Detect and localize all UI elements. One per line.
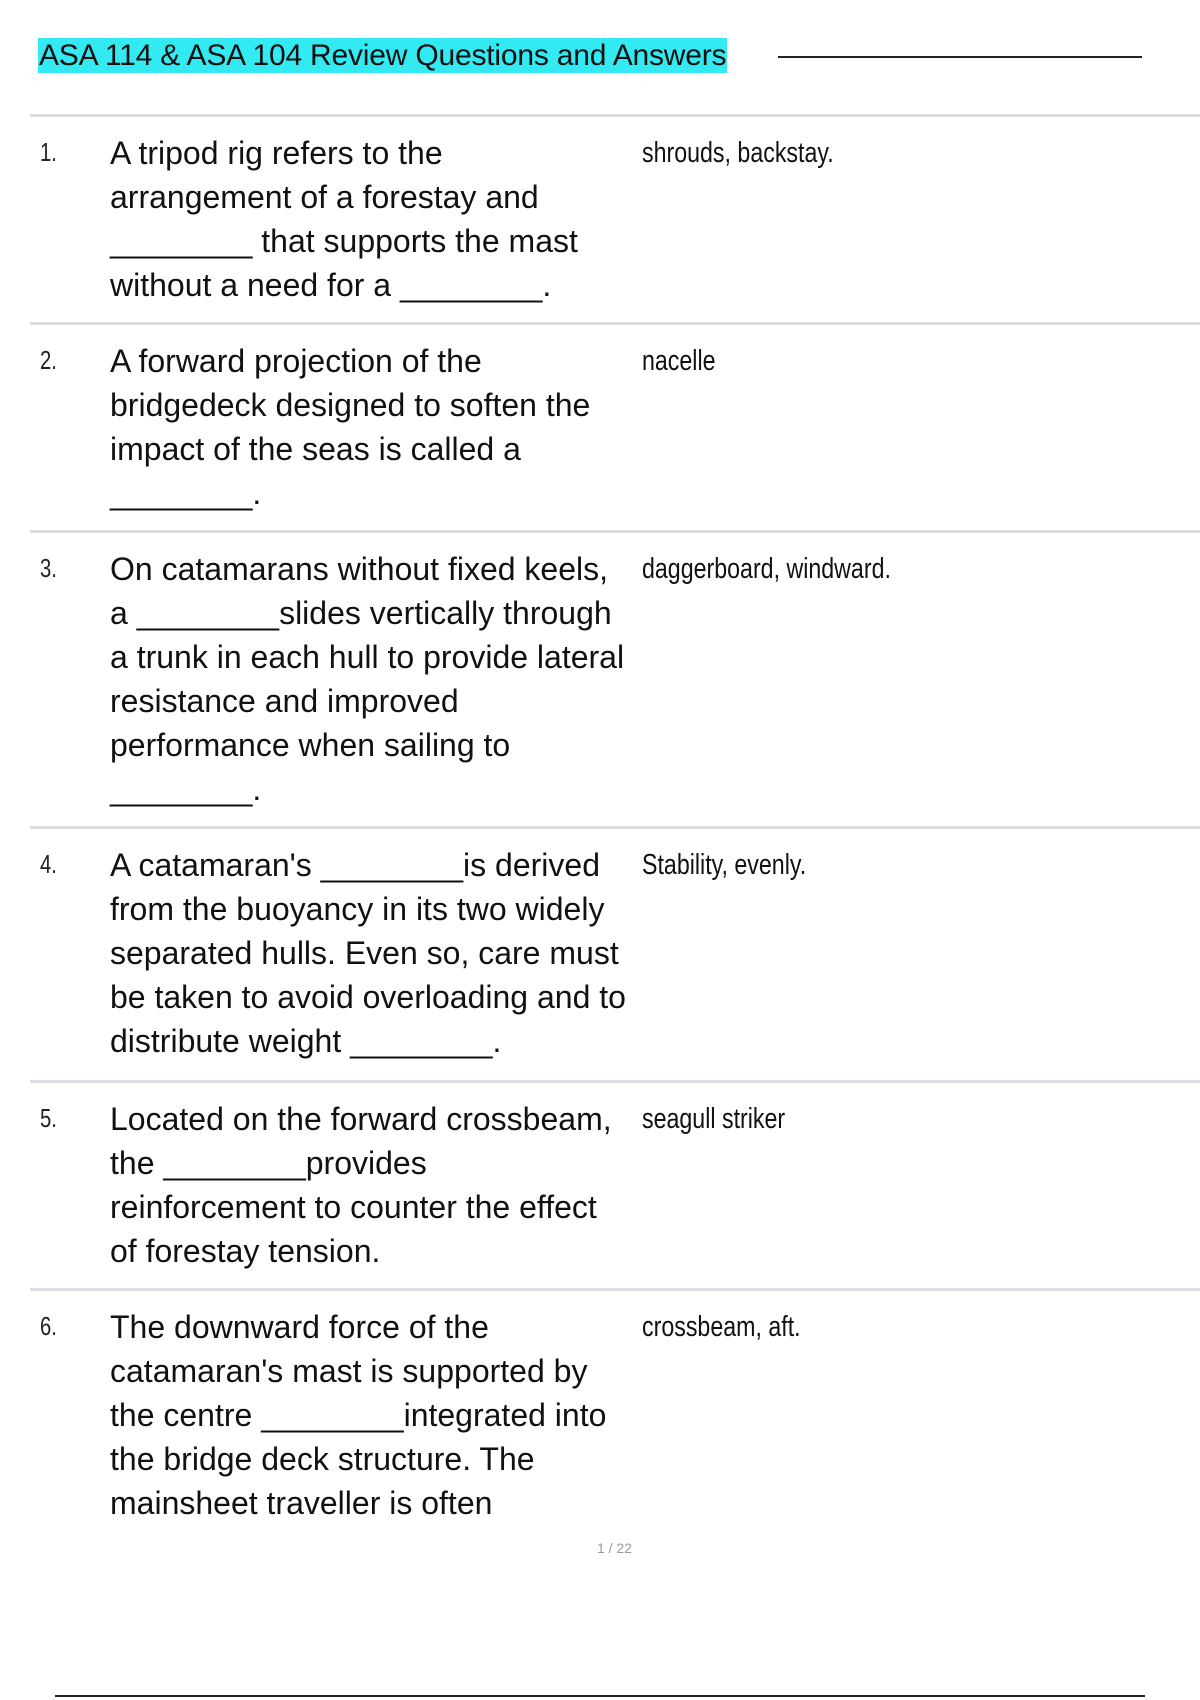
answer-text: shrouds, backstay. [642, 137, 834, 169]
question-text: On catamarans without fixed keels, a ________slides vertically through a trunk in each hull to provide lateral resistance and improved performance when sailing to ________. [110, 551, 625, 807]
footer-rule [55, 1695, 1145, 1697]
answer-text: daggerboard, windward. [642, 553, 891, 585]
qa-item-5 [30, 1080, 1200, 1291]
page-number: 1 / 22 [597, 1540, 633, 1556]
document-title: ASA 114 & ASA 104 Review Questions and Answers [39, 39, 727, 72]
question-text: A tripod rig refers to the arrangement of a forestay and ________ that supports the mast without a need for a ________. [110, 135, 578, 303]
question-number: 4. [40, 849, 57, 879]
answer-text: seagull striker [642, 1103, 786, 1135]
question-number: 1. [40, 137, 57, 167]
qa-item-2 [30, 322, 1200, 533]
question-number: 6. [40, 1311, 57, 1341]
document-header [38, 36, 1142, 76]
question-text: Located on the forward crossbeam, the ________provides reinforcement to counter the effect of forestay tension. [110, 1101, 612, 1269]
question-number: 5. [40, 1103, 57, 1133]
qa-item-6 [30, 1288, 1200, 1531]
qa-item-1 [30, 114, 1200, 325]
question-text: A catamaran's ________is derived from the buoyancy in its two widely separated hulls. Even so, care must be taken to avoid overloading and to distribute weight ________. [110, 847, 626, 1059]
title-underline [778, 56, 1142, 58]
answer-text: crossbeam, aft. [642, 1311, 801, 1343]
question-text: A forward projection of the bridgedeck designed to soften the impact of the seas is called a ________. [110, 343, 591, 511]
qa-item-3 [30, 530, 1200, 829]
answer-text: Stability, evenly. [642, 849, 807, 881]
question-text: The downward force of the catamaran's mast is supported by the centre ________integrated into the bridge deck structure. The mainsheet traveller is often [110, 1309, 607, 1521]
qa-item-4 [30, 826, 1200, 1083]
question-number: 2. [40, 345, 57, 375]
question-number: 3. [40, 553, 57, 583]
answer-text: nacelle [642, 345, 716, 377]
